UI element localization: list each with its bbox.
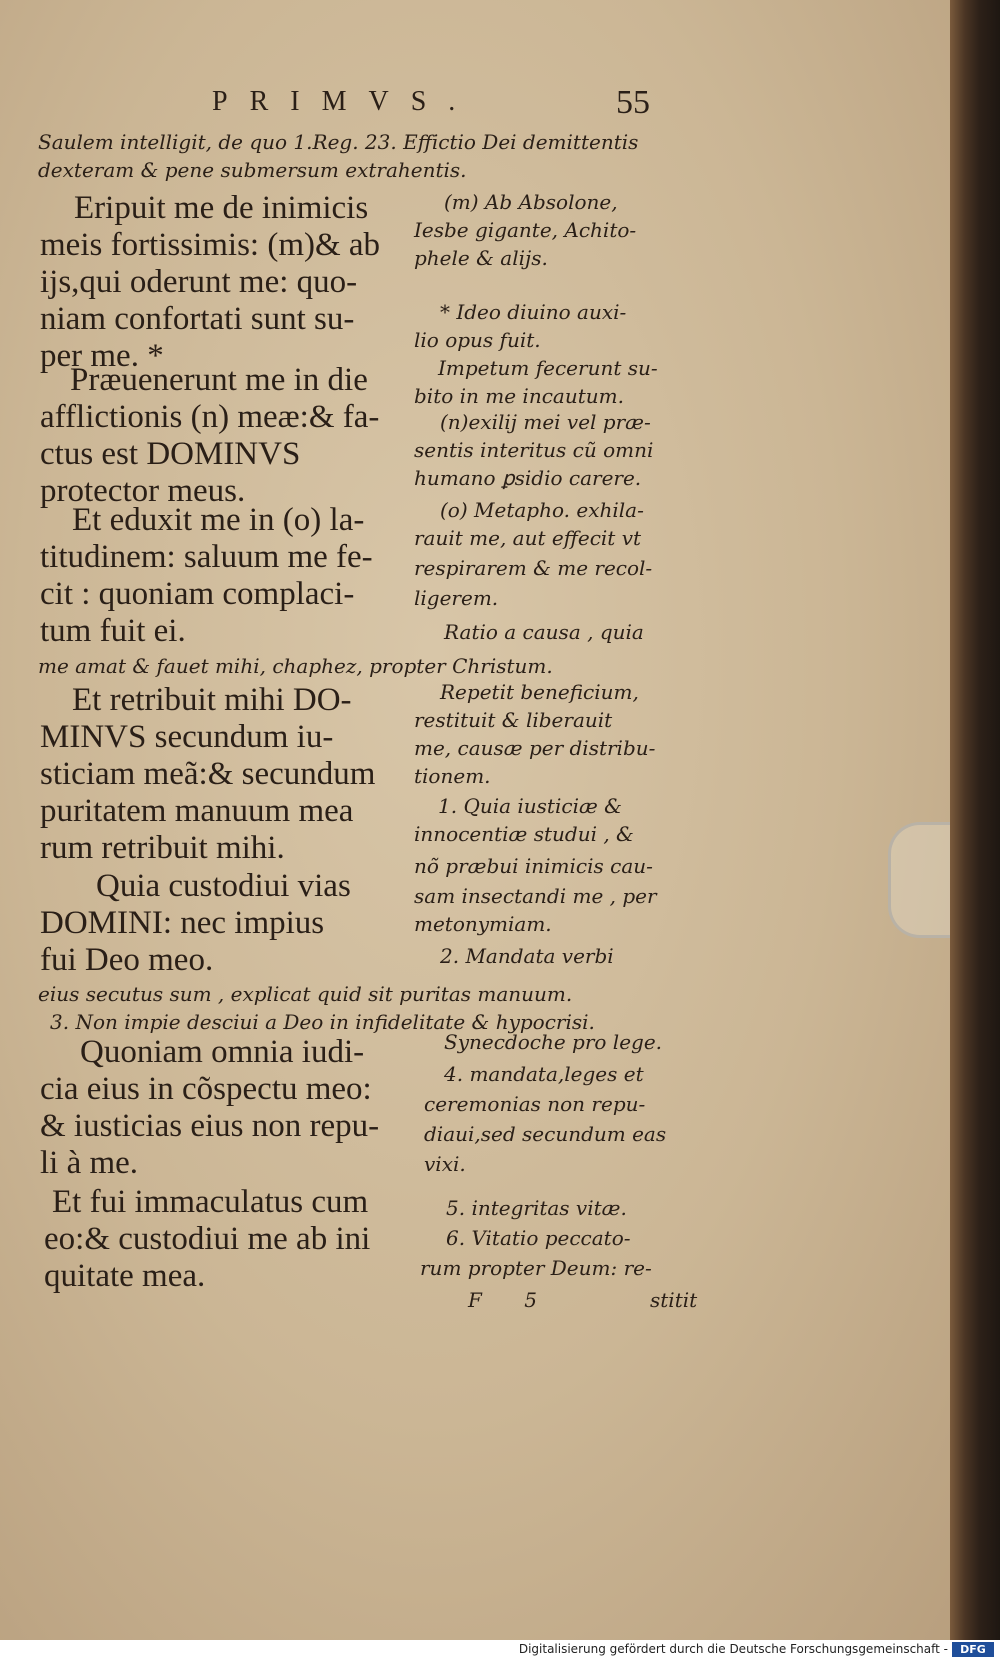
main-text-line: puritatem manuum mea <box>40 793 354 829</box>
side-note-line: lio opus fuit. <box>414 328 541 352</box>
dfg-logo: DFG <box>952 1642 994 1657</box>
main-text-line: Eripuit me de inimicis <box>74 190 369 226</box>
side-note-line: Synecdoche pro lege. <box>444 1030 663 1054</box>
main-text-line: tum fuit ei. <box>40 613 186 649</box>
side-note-line: 5. integritas vitæ. <box>446 1196 627 1220</box>
signature-mark: F 5 <box>468 1288 555 1312</box>
side-note-line: respirarem & me recol- <box>414 556 653 580</box>
side-note-line: ligerem. <box>414 586 499 610</box>
main-text-line: Quoniam omnia iudi- <box>80 1034 365 1070</box>
main-text-line: Præuenerunt me in die <box>70 362 368 398</box>
main-text-line: afflictionis (n) meæ:& fa- <box>40 399 380 435</box>
side-note-line: vixi. <box>424 1152 466 1176</box>
side-note-line: 6. Vitatio peccato- <box>446 1226 631 1250</box>
side-note-line: tionem. <box>414 764 491 788</box>
side-note-line: Repetit beneficium, <box>440 680 639 704</box>
side-note-line: phele & alijs. <box>414 246 548 270</box>
side-note-line: bito in me incautum. <box>414 384 624 408</box>
side-note-line: innocentiæ studui , & <box>414 822 634 846</box>
book-edge <box>950 0 1000 1640</box>
side-note-line: rum propter Deum: re- <box>420 1256 652 1280</box>
side-note-line: * Ideo diuino auxi- <box>440 300 627 324</box>
full-width-note-line: eius secutus sum , explicat quid sit puritas manuum. <box>38 982 573 1006</box>
main-text-line: MINVS secundum iu- <box>40 719 334 755</box>
running-title: PRIMVS. <box>212 86 478 117</box>
side-note-line: 1. Quia iusticiæ & <box>438 794 622 818</box>
page-number: 55 <box>616 84 650 121</box>
footer-credit: Digitalisierung gefördert durch die Deutsche Forschungsgemeinschaft - <box>518 1642 948 1656</box>
side-note-line: diaui,sed secundum eas <box>424 1122 667 1146</box>
side-note-line: humano ꝑsidio carere. <box>414 466 642 490</box>
top-note-line: dexteram & pene submersum extrahentis. <box>38 158 467 182</box>
side-note-line: (n)exilij mei vel præ- <box>440 410 651 434</box>
side-note-line: sam insectandi me , per <box>414 884 657 908</box>
main-text-line: ijs,qui oderunt me: quo- <box>40 264 358 300</box>
main-text-line: Quia custodiui vias <box>96 868 351 904</box>
catchword: stitit <box>650 1288 698 1312</box>
main-text-line: ctus est DOMINVS <box>40 436 301 472</box>
main-text-line: li à me. <box>40 1145 139 1181</box>
full-width-note-line: me amat & fauet mihi, chaphez, propter Christum. <box>38 654 553 678</box>
main-text-line: DOMINI: nec impius <box>40 905 325 941</box>
main-text-line: cia eius in cõspectu meo: <box>40 1071 372 1107</box>
top-note-line: Saulem intelligit, de quo 1.Reg. 23. Effictio Dei demittentis <box>38 130 639 154</box>
main-text-line: niam confortati sunt su- <box>40 301 355 337</box>
main-text-line: quitate mea. <box>44 1258 206 1294</box>
side-note-line: ceremonias non repu- <box>424 1092 646 1116</box>
side-note-line: (o) Metapho. exhila- <box>440 498 644 522</box>
main-text-line: Et eduxit me in (o) la- <box>72 502 365 538</box>
side-note-line: metonymiam. <box>414 912 552 936</box>
side-note-line: rauit me, aut effecit vt <box>414 526 642 550</box>
footer-bar <box>0 1640 1000 1660</box>
side-note-line: Impetum fecerunt su- <box>438 356 658 380</box>
main-text-line: & iusticias eius non repu- <box>40 1108 380 1144</box>
side-note-line: (m) Ab Absolone, <box>444 190 618 214</box>
main-text-line: Et retribuit mihi DO- <box>72 682 352 718</box>
main-text-line: cit : quoniam complaci- <box>40 576 355 612</box>
main-text-line: sticiam meã:& secundum <box>40 756 376 792</box>
main-text-line: per me. * <box>40 338 164 374</box>
side-note-line: nõ præbui inimicis cau- <box>414 854 653 878</box>
main-text-line: protector meus. <box>40 473 246 509</box>
side-note-line: Iesbe gigante, Achito- <box>414 218 637 242</box>
main-text-line: rum retribuit mihi. <box>40 830 285 866</box>
side-note-line: sentis interitus cũ omni <box>414 438 654 462</box>
side-note-line: 4. mandata,leges et <box>444 1062 644 1086</box>
main-text-line: Et fui immaculatus cum <box>52 1184 369 1220</box>
full-width-note-line: 3. Non impie desciui a Deo in infidelitate & hypocrisi. <box>50 1010 595 1034</box>
side-note-line: me, causæ per distribu- <box>414 736 656 760</box>
main-text-line: titudinem: saluum me fe- <box>40 539 373 575</box>
main-text-line: meis fortissimis: (m)& ab <box>40 227 381 263</box>
side-note-line: Ratio a causa , quia <box>444 620 644 644</box>
main-text-line: eo:& custodiui me ab ini <box>44 1221 371 1257</box>
side-note-line: 2. Mandata verbi <box>440 944 614 968</box>
side-note-line: restituit & liberauit <box>414 708 613 732</box>
main-text-line: fui Deo meo. <box>40 942 214 978</box>
